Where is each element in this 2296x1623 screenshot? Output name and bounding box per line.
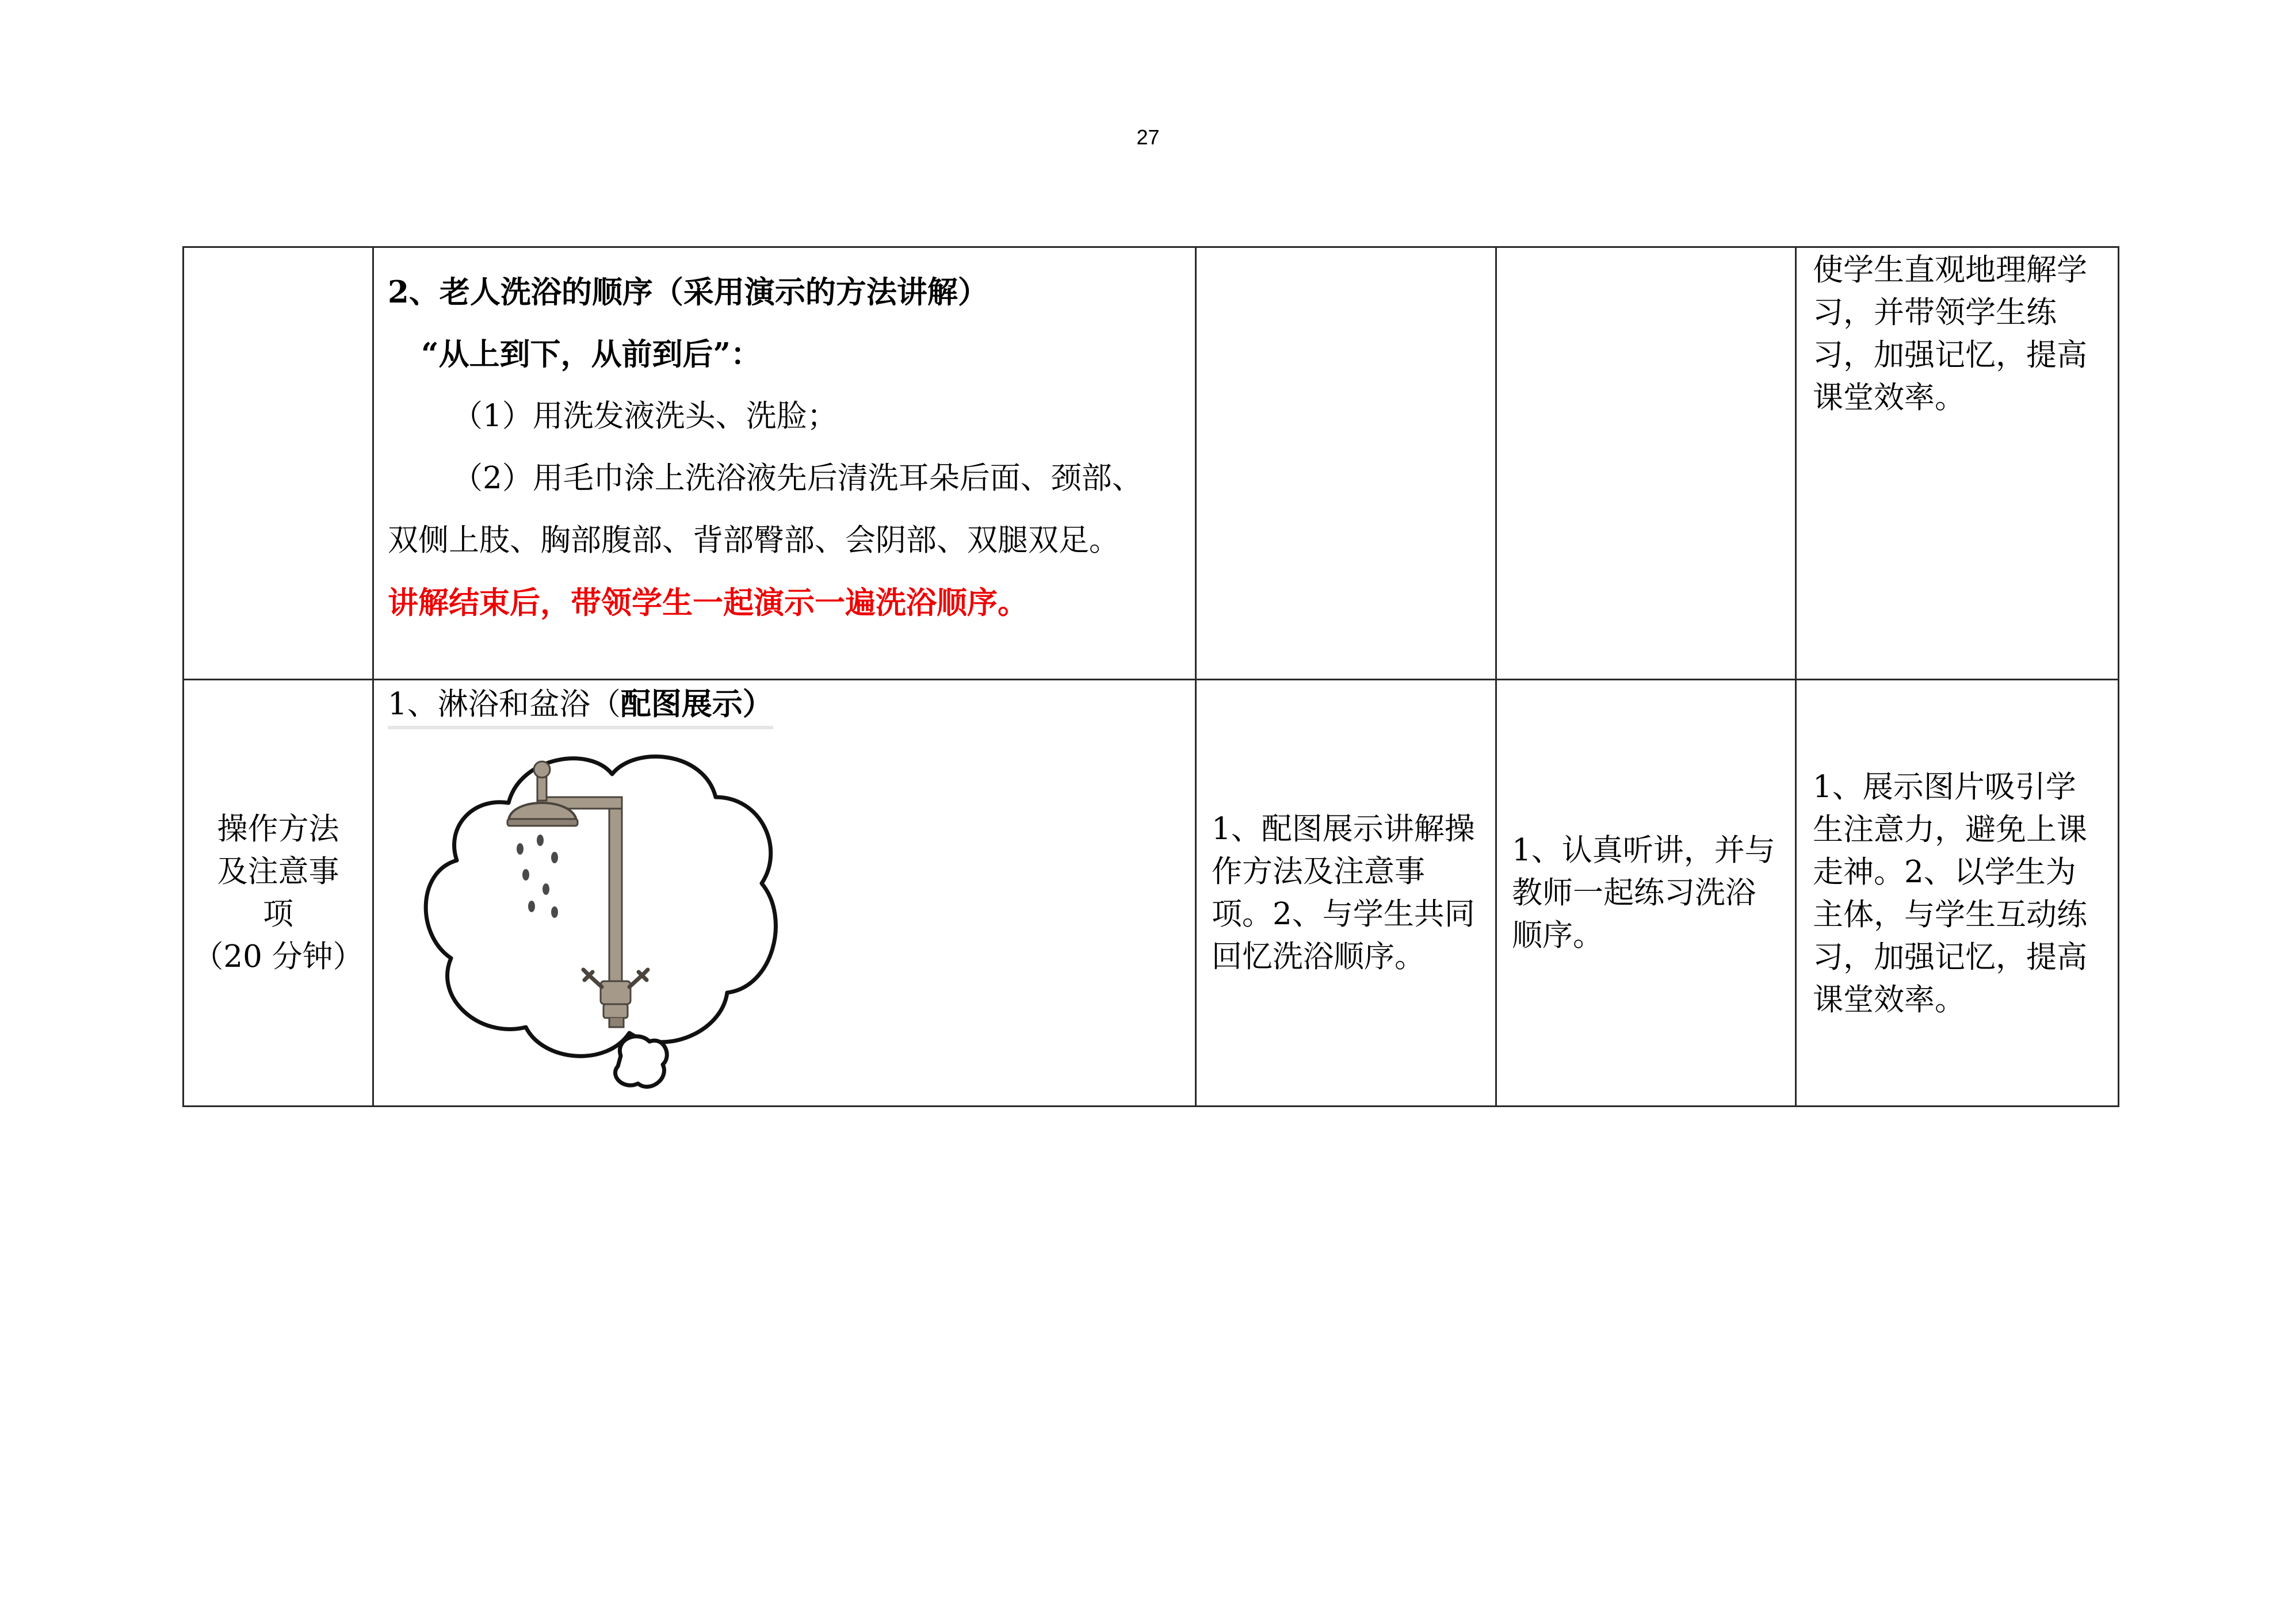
water-drop	[522, 869, 529, 881]
stage-duration: （20 分钟）	[193, 939, 364, 974]
content-cell	[373, 680, 1196, 1107]
water-drop	[543, 883, 549, 895]
stage-title-line-2: 及注意事	[217, 853, 339, 889]
stage-title-line-1: 操作方法	[217, 811, 339, 847]
caption-text-part-1: 1、淋浴和盆浴（	[388, 687, 621, 722]
caption-text-part-2: 配图展示	[620, 686, 743, 722]
shower-pipe	[609, 800, 622, 1007]
faucet-body	[601, 981, 631, 1004]
demonstration-note: 讲解结束后，带领学生一起演示一遍洗浴顺序。	[388, 585, 1028, 621]
student-activity-cell	[1496, 680, 1796, 1107]
caption-underline	[388, 726, 773, 729]
faucet-spout	[609, 1018, 624, 1027]
teacher-activity-cell	[1196, 247, 1496, 680]
stage-cell	[184, 680, 373, 1107]
step-2-line-1: （2）用毛巾涂上洗浴液先后清洗耳朵后面、颈部、	[452, 461, 1143, 496]
step-2-line-2: 双侧上肢、胸部腹部、背部臀部、会阴部、双腿双足。	[388, 523, 1120, 558]
bathing-principle: “从上到下，从前到后”：	[421, 336, 761, 372]
water-drop	[537, 835, 544, 846]
stage-title-line-3: 项	[263, 896, 293, 932]
shower-knob	[534, 761, 550, 778]
water-drop	[517, 843, 524, 855]
design-purpose-text: 1、展示图片吸引学生注意力，避免上课走神。2、以学生为主体，与学生互动练习，加强记忆，提高课堂效率。	[1813, 769, 2087, 1017]
small-bubble	[615, 1036, 667, 1087]
lesson-plan-table	[182, 246, 2119, 1107]
design-purpose-text: 使学生直观地理解学习，并带领学生练习，加强记忆，提高课堂效率。	[1813, 252, 2087, 415]
shower-illustration-icon	[417, 734, 785, 1102]
table-row	[184, 680, 2119, 1107]
bathing-order-heading: 2、老人洗浴的顺序（采用演示的方法讲解）	[388, 274, 988, 310]
student-activity-cell	[1496, 247, 1796, 680]
water-drop	[528, 901, 535, 912]
water-drop	[551, 906, 558, 918]
shower-bath-caption	[388, 683, 773, 726]
step-1-text: （1）用洗发液洗头、洗脸；	[452, 399, 838, 434]
faucet-base	[603, 1004, 628, 1018]
table-row	[184, 247, 2119, 680]
caption-text-part-3: ）	[742, 686, 773, 722]
design-purpose-cell	[1796, 247, 2119, 680]
shower-head-plate	[507, 819, 578, 826]
student-activity-text: 1、认真听讲，并与教师一起练习洗浴顺序。	[1512, 832, 1775, 953]
content-cell	[373, 247, 1196, 680]
water-drop	[551, 852, 558, 863]
teacher-activity-cell	[1196, 680, 1496, 1107]
stage-cell	[184, 247, 373, 680]
page-number: 27	[1136, 125, 1160, 149]
design-purpose-cell	[1796, 680, 2119, 1107]
teacher-activity-text: 1、配图展示讲解操作方法及注意事项。2、与学生共同回忆洗浴顺序。	[1212, 811, 1475, 974]
